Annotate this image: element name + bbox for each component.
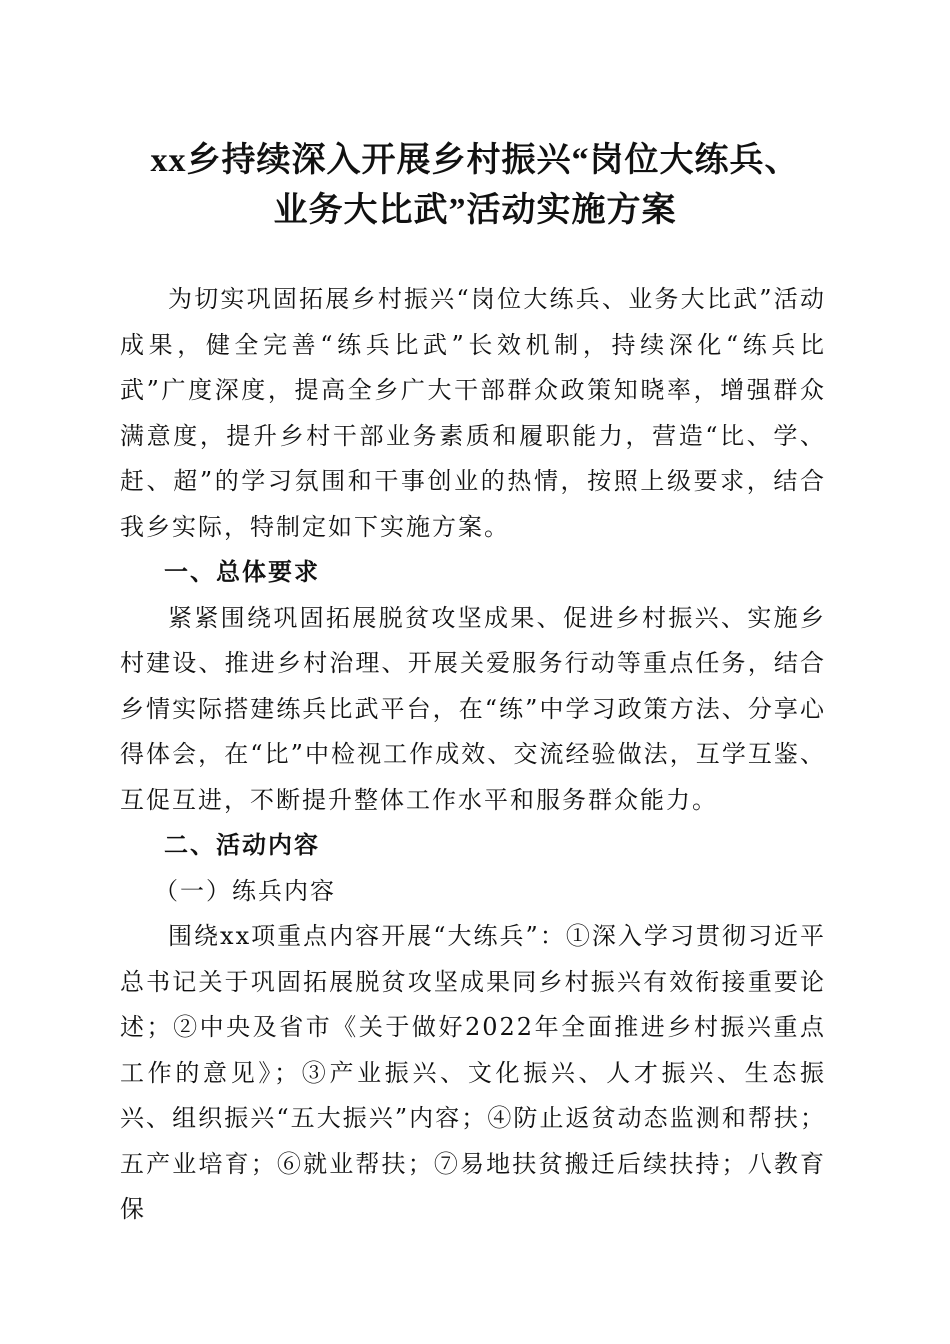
overall-requirements-paragraph: 紧紧围绕巩固拓展脱贫攻坚成果、促进乡村振兴、实施乡村建设、推进乡村治理、开展关爱服务行动等重点任务，结合乡情实际搭建练兵比武平台，在“练”中学习政策方法、分享心得体会，在“比”中检视工作成效、交流经验做法，互学互鉴、互促互进，不断提升整体工作水平和服务群众能力。 [120,603,826,814]
intro-paragraph: 为切实巩固拓展乡村振兴“岗位大练兵、业务大比武”活动成果，健全完善“练兵比武”长效机制，持续深化“练兵比武”广度深度，提高全乡广大干部群众政策知晓率，增强群众满意度，提升乡村干部业务素质和履职能力，营造“比、学、赶、超”的学习氛围和干事创业的热情，按照上级要求，结合我乡实际，特制定如下实施方案。 [120,285,826,541]
title-line-2: 业务大比武”活动实施方案 [273,192,677,229]
section-heading-overall-requirements: 一、总体要求 [164,558,320,586]
section-heading-activity-content: 二、活动内容 [164,831,320,859]
document-body [120,277,826,1233]
training-content-paragraph: 围绕xx项重点内容开展“大练兵”：①深入学习贯彻习近平总书记关于巩固拓展脱贫攻坚成果同乡村振兴有效衔接重要论述；②中央及省市《关于做好2022年全面推进乡村振兴重点工作的意见》；③产业振兴、文化振兴、人才振兴、生态振兴、组织振兴“五大振兴”内容；④防止返贫动态监测和帮扶；五产业培育；⑥就业帮扶；⑦易地扶贫搬迁后续扶持；八教育保 [120,922,826,1223]
subsection-heading-training-content: （一）练兵内容 [154,876,336,905]
title-line-1: xx乡持续深入开展乡村振兴“岗位大练兵、 [150,142,800,179]
document-title [0,136,950,236]
